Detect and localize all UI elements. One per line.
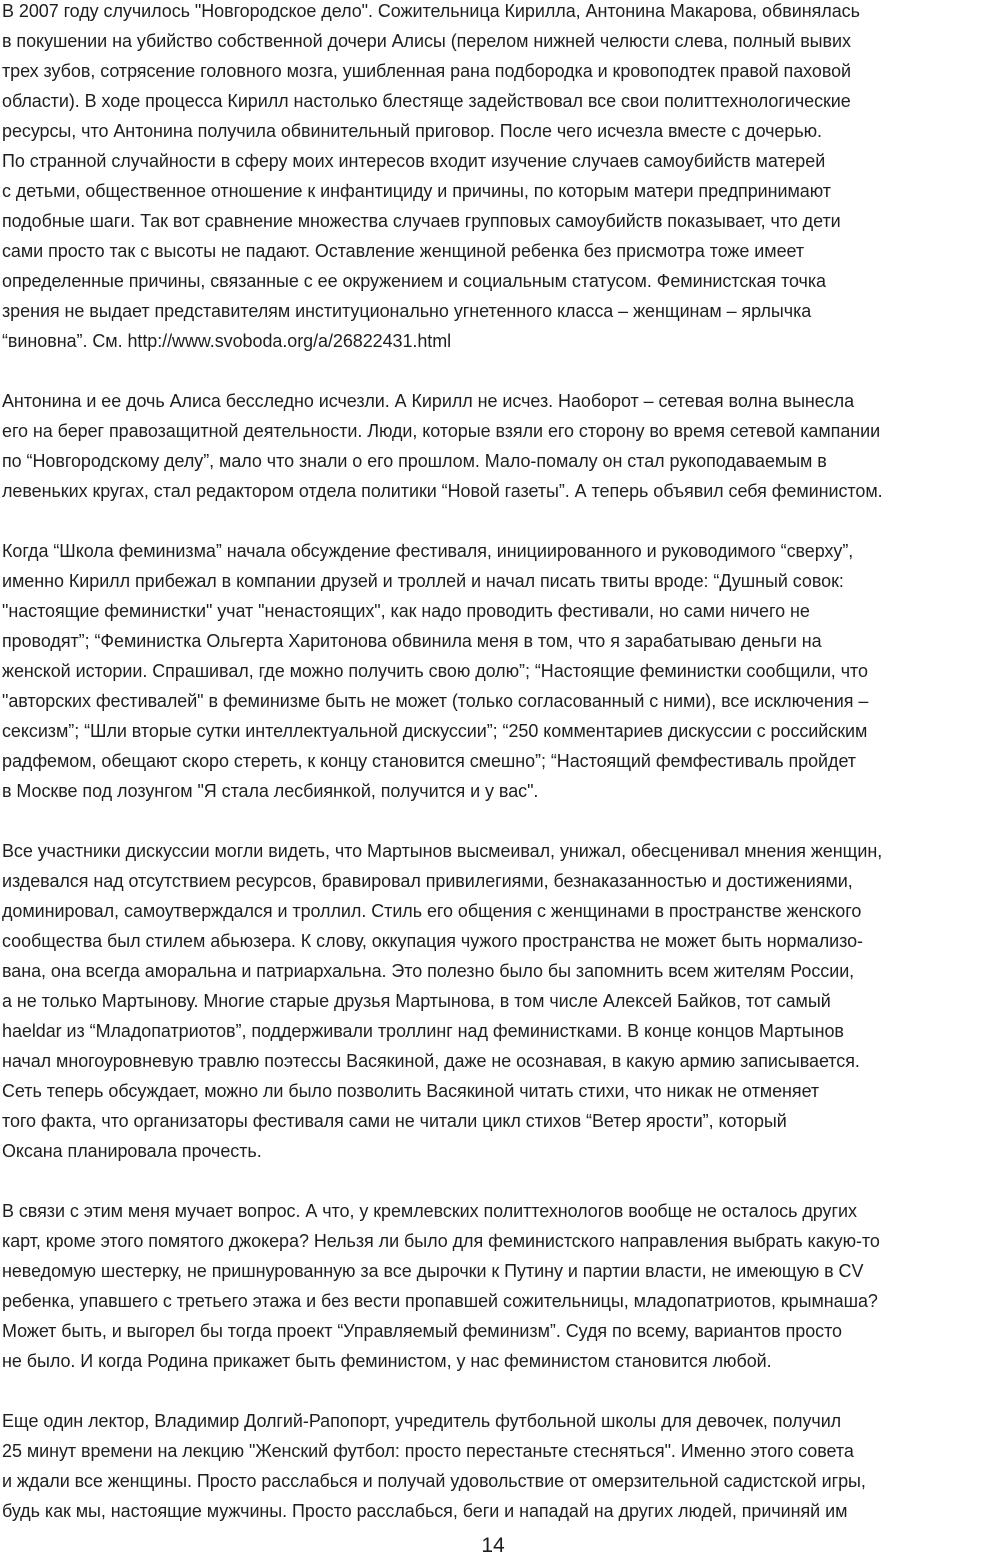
text-line: того факта, что организаторы фестиваля сами не читали цикл стихов “Ветер ярости”, который	[2, 1111, 787, 1131]
text-line: трех зубов, сотрясение головного мозга, ушибленная рана подбородка и кровоподтек правой паховой	[2, 61, 852, 81]
text-line: в Москве под лозунгом "Я стала лесбиянкой, получится и у вас".	[2, 781, 539, 801]
text-line: “виновна”. См. http://www.svoboda.org/a/26822431.html	[2, 331, 452, 351]
text-line: Сеть теперь обсуждает, можно ли было позволить Васякиной читать стихи, что никак не отменяет	[2, 1081, 820, 1101]
text-line: проводят”; “Феминистка Ольгерта Харитонова обвинила меня в том, что я зарабатываю деньги на	[2, 631, 822, 651]
paragraph-gap	[2, 806, 986, 836]
text-line: его на берег правозащитной деятельности. Люди, которые взяли его сторону во время сетевой кампании	[2, 421, 881, 441]
text-line: В связи с этим меня мучает вопрос. А что, у кремлевских политтехнологов вообще не осталось других	[2, 1201, 857, 1221]
text-line: Все участники дискуссии могли видеть, что Мартынов высмеивал, унижал, обесценивал мнения женщин,	[2, 841, 883, 861]
text-line: издевался над отсутствием ресурсов, бравировал привилегиями, безнаказанностью и достижениями,	[2, 871, 853, 891]
text-line: 25 минут времени на лекцию "Женский футбол: просто перестаньте стесняться". Именно этого совета	[2, 1441, 854, 1461]
paragraph-gap	[2, 506, 986, 536]
text-line: в покушении на убийство собственной дочери Алисы (перелом нижней челюсти слева, полный вывих	[2, 31, 851, 51]
text-line: левеньких кругах, стал редактором отдела политики “Новой газеты”. А теперь объявил себя феминистом.	[2, 481, 883, 501]
text-line: Еще один лектор, Владимир Долгий-Рапопорт, учредитель футбольной школы для девочек, получил	[2, 1411, 842, 1431]
text-line: определенные причины, связанные с ее окружением и социальным статусом. Феминистская точка	[2, 271, 827, 291]
text-line: сексизм”; “Шли вторые сутки интеллектуальной дискуссии”; “250 комментариев дискуссии с российским	[2, 721, 868, 741]
text-line: и ждали все женщины. Просто расслабься и получай удовольствие от омерзительной садистской игры,	[2, 1471, 866, 1491]
text-line: По странной случайности в сферу моих интересов входит изучение случаев самоубийств матерей	[2, 151, 826, 171]
text-line: по “Новгородскому делу”, мало что знали о его прошлом. Мало-помалу он стал рукоподаваемым в	[2, 451, 827, 471]
text-line: сообщества был стилем абьюзера. К слову, оккупация чужого пространства не может быть нормализо-	[2, 931, 863, 951]
text-line: Может быть, и выгорел бы тогда проект “Управляемый феминизм”. Судя по всему, вариантов просто	[2, 1321, 843, 1341]
paragraph-gap	[2, 356, 986, 386]
text-line: а не только Мартынову. Многие старые друзья Мартынова, в том числе Алексей Байков, тот самый	[2, 991, 831, 1011]
text-line: именно Кирилл прибежал в компании друзей и троллей и начал писать твиты вроде: “Душный совок:	[2, 571, 844, 591]
text-line: карт, кроме этого помятого джокера? Нельзя ли было для феминистского направления выбрать какую-то	[2, 1231, 880, 1251]
text-line: не было. И когда Родина прикажет быть феминистом, у нас феминистом становится любой.	[2, 1351, 772, 1371]
text-line: будь как мы, настоящие мужчины. Просто расслабься, беги и нападай на других людей, причиняй им	[2, 1501, 848, 1521]
text-line: вана, она всегда аморальна и патриархальна. Это полезно было бы запомнить всем жителям России,	[2, 961, 855, 981]
text-line: "настоящие феминистки" учат "ненастоящих", как надо проводить фестивали, но сами ничего не	[2, 601, 810, 621]
text-line: с детьми, общественное отношение к инфантициду и причины, по которым матери предпринимают	[2, 181, 831, 201]
text-line: зрения не выдает представителям институционально угнетенного класса – женщинам – ярлычка	[2, 301, 812, 321]
text-line: В 2007 году случилось "Новгородское дело". Сожительница Кирилла, Антонина Макарова, обвинялась	[2, 1, 860, 21]
text-line: доминировал, самоутверждался и троллил. Стиль его общения с женщинами в пространстве женского	[2, 901, 862, 921]
text-line: радфемом, обещают скоро стереть, к концу становится смешно”; “Настоящий фемфестиваль пройдет	[2, 751, 856, 771]
text-line: Антонина и ее дочь Алиса бесследно исчезли. А Кирилл не исчез. Наоборот – сетевая волна вынесла	[2, 391, 855, 411]
page-number: 14	[481, 1534, 505, 1557]
text-line: haeldar из “Младопатриотов”, поддерживали троллинг над феминистками. В конце концов Мартынов	[2, 1021, 844, 1041]
text-line: области). В ходе процесса Кирилл настолько блестяще задействовал все свои политтехнологические	[2, 91, 851, 111]
text-line: Когда “Школа феминизма” начала обсуждение фестиваля, инициированного и руководимого “сверху”,	[2, 541, 854, 561]
text-line: неведомую шестерку, не пришнурованную за все дырочки к Путину и партии власти, не имеющую в CV	[2, 1261, 864, 1281]
text-line: ребенка, упавшего с третьего этажа и без вести пропавшей сожительницы, младопатриотов, крымнаша?	[2, 1291, 878, 1311]
text-line: подобные шаги. Так вот сравнение множества случаев групповых самоубийств показывает, что дети	[2, 211, 841, 231]
document-page	[2, 0, 986, 1526]
text-line: начал многоуровневую травлю поэтессы Васякиной, даже не осознавая, в какую армию записывается.	[2, 1051, 860, 1071]
text-line: ресурсы, что Антонина получила обвинительный приговор. После чего исчезла вместе с дочерью.	[2, 121, 822, 141]
text-line: Оксана планировала прочесть.	[2, 1141, 262, 1161]
text-line: "авторских фестивалей" в феминизме быть не может (только согласованный с ними), все исключения –	[2, 691, 869, 711]
paragraph-gap	[2, 1376, 986, 1406]
text-line: женской истории. Спрашивал, где можно получить свою долю”; “Настоящие феминистки сообщили, что	[2, 661, 868, 681]
paragraph-gap	[2, 1166, 986, 1196]
text-line: сами просто так с высоты не падают. Оставление женщиной ребенка без присмотра тоже имеет	[2, 241, 805, 261]
